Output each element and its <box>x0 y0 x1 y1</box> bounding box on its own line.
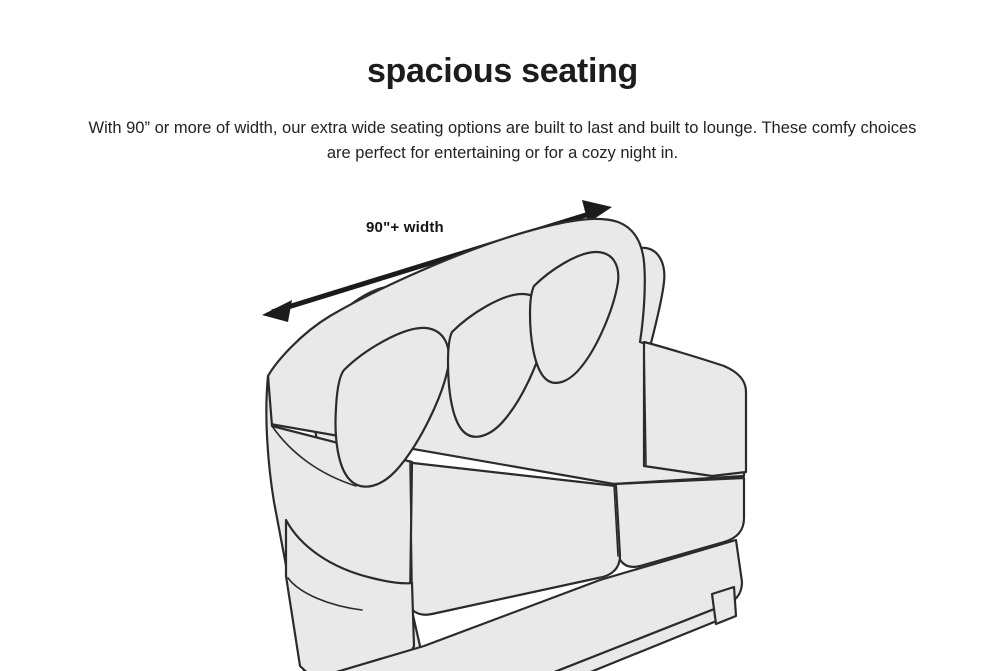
sofa-illustration-svg <box>0 176 1005 671</box>
dimension-label: 90"+ width <box>366 219 444 236</box>
right-arm-top <box>644 342 746 476</box>
leg-right <box>712 587 736 624</box>
description-text: With 90” or more of width, our extra wide seating options are built to last and built to lounge. These comfy choices are perfect for entertaining or for a cozy night in. <box>88 119 917 162</box>
sofa-body <box>266 219 746 671</box>
sofa-illustration <box>0 176 1005 671</box>
page-title: spacious seating <box>366 52 639 90</box>
